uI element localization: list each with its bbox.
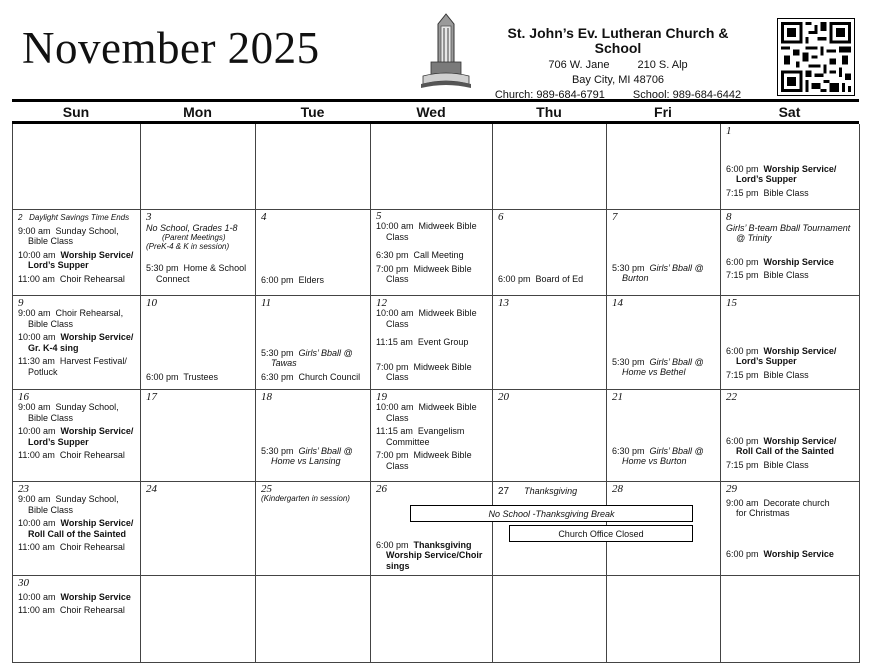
event-item: 7:15 pm Bible Class	[726, 459, 809, 470]
event-item: 7:00 pm Midweek Bible Class	[376, 361, 472, 382]
day-number: 10	[146, 297, 157, 309]
event-item: 5:30 pm Girls’ Bball @ Home vs Bethel	[612, 356, 704, 377]
event-item: 5:30 pm Girls’ Bball @ Burton	[612, 262, 704, 283]
day-cell-empty	[141, 576, 256, 663]
calendar-grid	[12, 124, 859, 663]
day-number: 17	[146, 391, 157, 403]
day-cell-empty	[13, 124, 141, 210]
day-cell-4	[256, 210, 371, 296]
day-cell-25	[256, 482, 371, 576]
day-cell-20	[493, 390, 607, 482]
day-cell-9	[13, 296, 141, 390]
day-number: 20	[498, 391, 509, 403]
day-cell-23	[13, 482, 141, 576]
day-number: 23	[18, 483, 29, 495]
school-phone: School: 989-684-6442	[632, 89, 742, 101]
month-title: November 2025	[22, 23, 320, 73]
day-cell-7	[607, 210, 721, 296]
weekday-wed: Wed	[416, 104, 446, 120]
weekday-mon: Mon	[183, 104, 212, 120]
church-info	[488, 26, 748, 103]
day-cell-empty	[721, 576, 860, 663]
church-address: 706 W. Jane	[548, 59, 610, 71]
event-item: 6:00 pm Worship Service	[726, 256, 834, 267]
church-phone: Church: 989-684-6791	[494, 89, 605, 101]
day-cell-29	[721, 482, 860, 576]
day-number: 24	[146, 483, 157, 495]
day-cell-6	[493, 210, 607, 296]
event-item: 7:15 pm Bible Class	[726, 187, 809, 198]
event-item: 11:00 am Choir Rehearsal	[18, 273, 125, 284]
no-school-banner: No School -Thanksgiving Break	[410, 505, 693, 522]
day-number: 9	[18, 297, 24, 309]
city-line: Bay City, MI 48706	[571, 74, 665, 86]
event-item: 9:00 am Decorate church for Christmas	[726, 497, 830, 518]
event-item: 6:30 pm Call Meeting	[376, 250, 464, 260]
day-number: 8	[726, 211, 732, 223]
day-cell-13	[493, 296, 607, 390]
event-item: 9:00 am Choir Rehearsal, Bible Class	[18, 308, 124, 329]
event-item: 10:00 am Worship Service/ Roll Call of the Sainted	[18, 518, 134, 539]
event-item: 6:00 pm Board of Ed	[498, 273, 584, 284]
day-number: 1	[726, 125, 732, 137]
day-cell-26	[371, 482, 493, 576]
day-cell-2	[13, 210, 141, 296]
day-cell-empty	[141, 124, 256, 210]
event-item: 10:00 am Midweek Bible Class	[376, 221, 477, 242]
day-cell-18	[256, 390, 371, 482]
day-number-with-note: 27 Thanksgiving	[498, 486, 578, 497]
day-number: 14	[612, 297, 623, 309]
church-name: St. John’s Ev. Lutheran Church & School	[507, 25, 729, 56]
day-cell-empty	[256, 576, 371, 663]
event-item: 11:15 am Evangelism Committee	[376, 426, 465, 447]
calendar	[12, 99, 859, 663]
event-note: No School, Grades 1-8	[146, 222, 238, 233]
event-item: 11:15 am Event Group	[376, 337, 469, 347]
day-number: 13	[498, 297, 509, 309]
day-number: 4	[261, 211, 267, 223]
qr-code-icon	[777, 18, 855, 96]
day-number: 18	[261, 391, 272, 403]
event-item: 10:00 am Midweek Bible Class	[376, 402, 477, 423]
day-cell-14	[607, 296, 721, 390]
event-item: 5:30 pm Home & School Connect	[146, 263, 247, 284]
day-cell-empty	[493, 124, 607, 210]
event-item: 6:00 pm Worship Service/ Lord’s Supper	[726, 163, 837, 184]
day-number: 22	[726, 391, 737, 403]
event-item: 6:00 pm Worship Service/ Roll Call of the Sainted	[726, 435, 837, 456]
event-item: 11:00 am Choir Rehearsal	[18, 450, 125, 460]
event-item: 7:15 pm Bible Class	[726, 369, 809, 380]
church-steeple-logo	[417, 12, 475, 92]
day-number: 21	[612, 391, 623, 403]
day-number: 29	[726, 483, 737, 495]
event-item: 6:00 pm Worship Service	[726, 548, 834, 559]
day-cell-1	[721, 124, 860, 210]
weekday-tue: Tue	[300, 104, 325, 120]
day-number: 5	[376, 210, 382, 222]
day-cell-11	[256, 296, 371, 390]
day-number: 25	[261, 483, 272, 495]
event-item: 11:00 am Choir Rehearsal	[18, 542, 125, 552]
day-cell-10	[141, 296, 256, 390]
event-item: 6:30 pm Church Council	[261, 371, 361, 382]
event-item: 10:00 am Worship Service/ Lord’s Supper	[18, 249, 134, 270]
day-cell-empty	[371, 124, 493, 210]
day-cell-21	[607, 390, 721, 482]
event-item: 7:00 pm Midweek Bible Class	[376, 263, 472, 284]
event-note: Girls’ B-team Bball Tournament	[726, 222, 851, 233]
event-item: 9:00 am Sunday School, Bible Class	[18, 225, 119, 246]
event-item: 5:30 pm Girls’ Bball @ Tawas	[261, 347, 353, 368]
event-item: 5:30 pm Girls’ Bball @ Home vs Lansing	[261, 445, 353, 466]
day-cell-24	[141, 482, 256, 576]
day-cell-empty	[607, 576, 721, 663]
event-item: 10:00 am Midweek Bible Class	[376, 308, 477, 329]
day-cell-19	[371, 390, 493, 482]
day-cell-17	[141, 390, 256, 482]
day-cell-empty	[607, 124, 721, 210]
event-item: 7:15 pm Bible Class	[726, 270, 809, 280]
event-item: 7:00 pm Midweek Bible Class	[376, 450, 472, 471]
event-item: 11:30 am Harvest Festival/ Potluck	[18, 356, 127, 377]
event-item: 10:00 am Worship Service	[18, 591, 131, 602]
day-number: 7	[612, 211, 618, 223]
day-cell-5	[371, 210, 493, 296]
event-item: 11:00 am Choir Rehearsal	[18, 605, 125, 615]
weekday-header	[12, 99, 859, 124]
day-number: 19	[376, 391, 387, 403]
day-number: 12	[376, 297, 387, 309]
event-item: 6:00 pm Trustees	[146, 371, 219, 382]
office-closed-banner: Church Office Closed	[509, 525, 693, 542]
weekday-sun: Sun	[62, 104, 90, 120]
event-note: (Kindergarten in session)	[261, 494, 350, 503]
day-cell-30	[13, 576, 141, 663]
day-number: 11	[261, 297, 272, 309]
day-number: 28	[612, 483, 623, 495]
event-item: 10:00 am Worship Service/ Gr. K-4 sing	[18, 332, 134, 353]
school-address: 210 S. Alp	[637, 59, 688, 71]
day-cell-16	[13, 390, 141, 482]
event-item: 10:00 am Worship Service/ Lord’s Supper	[18, 426, 134, 447]
day-cell-3: 3 No School, Grades 1-8 (Parent Meetings) (PreK-4 & K in session) 5:30 pm Home & School Connect	[141, 210, 256, 296]
weekday-fri: Fri	[654, 104, 672, 120]
event-note: 2 Daylight Savings Time Ends	[18, 213, 130, 222]
weekday-thu: Thu	[536, 104, 562, 120]
day-cell-22	[721, 390, 860, 482]
day-number: 15	[726, 297, 737, 309]
day-number: 16	[18, 391, 29, 403]
day-cell-empty	[371, 576, 493, 663]
day-cell-empty	[493, 576, 607, 663]
day-number: 26	[376, 483, 387, 495]
day-cell-15	[721, 296, 860, 390]
day-number: 6	[498, 211, 504, 223]
event-item: 6:00 pm Worship Service/ Lord’s Supper	[726, 345, 837, 366]
day-cell-8: 8 Girls’ B-team Bball Tournament @ Trinity 6:00 pm Worship Service 7:15 pm Bible Class	[721, 210, 860, 296]
event-item: 6:30 pm Girls’ Bball @ Home vs Burton	[612, 445, 704, 466]
event-item: 9:00 am Sunday School, Bible Class	[18, 402, 119, 423]
event-item: 9:00 am Sunday School, Bible Class	[18, 494, 119, 515]
day-cell-12	[371, 296, 493, 390]
day-number: 30	[18, 577, 29, 589]
weekday-sat: Sat	[778, 104, 801, 120]
day-cell-empty	[256, 124, 371, 210]
day-number: 3	[146, 211, 152, 223]
event-item: 6:00 pm Elders	[261, 274, 325, 285]
event-item: 6:00 pm Thanksgiving Worship Service/Choir sings	[376, 539, 483, 571]
